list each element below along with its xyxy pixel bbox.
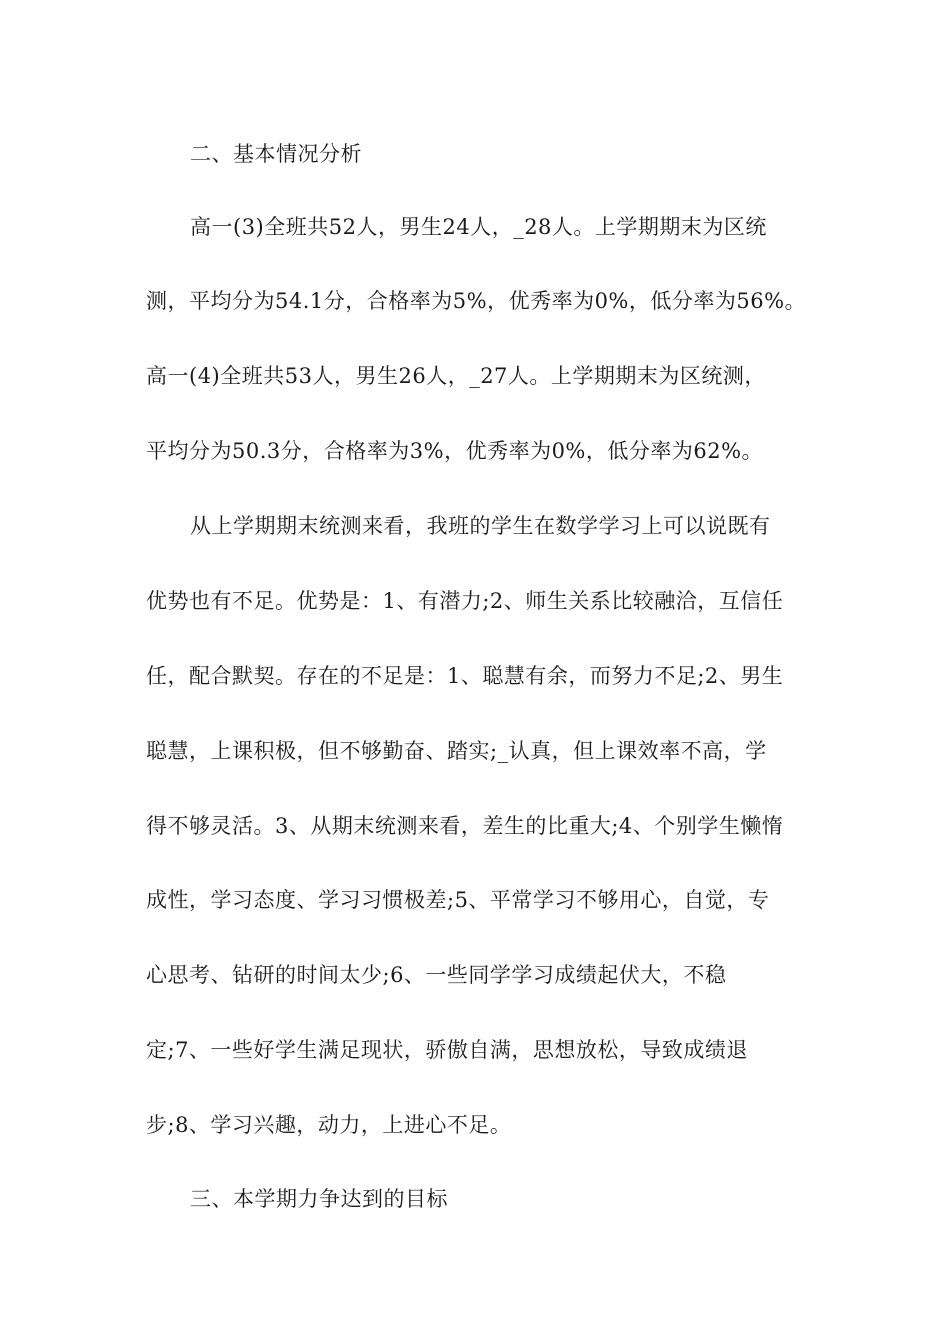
paragraph-line: 任，配合默契。存在的不足是：1、聪慧有余，而努力不足;2、男生 — [146, 664, 784, 688]
paragraph-line: 高一(3)全班共52人，男生24人，_28人。上学期期末为区统 — [190, 215, 767, 239]
paragraph-line: 测，平均分为54.1分，合格率为5%，优秀率为0%，低分率为56%。 — [146, 289, 807, 313]
paragraph-line: 平均分为50.3分，合格率为3%，优秀率为0%，低分率为62%。 — [146, 439, 764, 463]
section-heading-basic-analysis: 二、基本情况分析 — [190, 142, 362, 166]
paragraph-line: 步;8、学习兴趣，动力，上进心不足。 — [146, 1113, 512, 1137]
section-heading-semester-goals: 三、本学期力争达到的目标 — [190, 1187, 448, 1211]
paragraph-line: 心思考、钻研的时间太少;6、一些同学学习成绩起伏大，不稳 — [146, 963, 727, 987]
paragraph-line: 聪慧，上课积极，但不够勤奋、踏实;_认真，但上课效率不高，学 — [146, 739, 767, 763]
paragraph-line: 得不够灵活。3、从期末统测来看，差生的比重大;4、个别学生懒惰 — [146, 814, 784, 838]
paragraph-line: 优势也有不足。优势是：1、有潜力;2、师生关系比较融洽，互信任 — [146, 589, 784, 613]
paragraph-line: 从上学期期末统测来看，我班的学生在数学学习上可以说既有 — [190, 514, 771, 538]
paragraph-line: 定;7、一些好学生满足现状，骄傲自满，思想放松，导致成绩退 — [146, 1038, 748, 1062]
paragraph-line: 成性，学习态度、学习习惯极差;5、平常学习不够用心，自觉，专 — [146, 888, 770, 912]
paragraph-line: 高一(4)全班共53人，男生26人，_27人。上学期期末为区统测， — [146, 364, 766, 388]
